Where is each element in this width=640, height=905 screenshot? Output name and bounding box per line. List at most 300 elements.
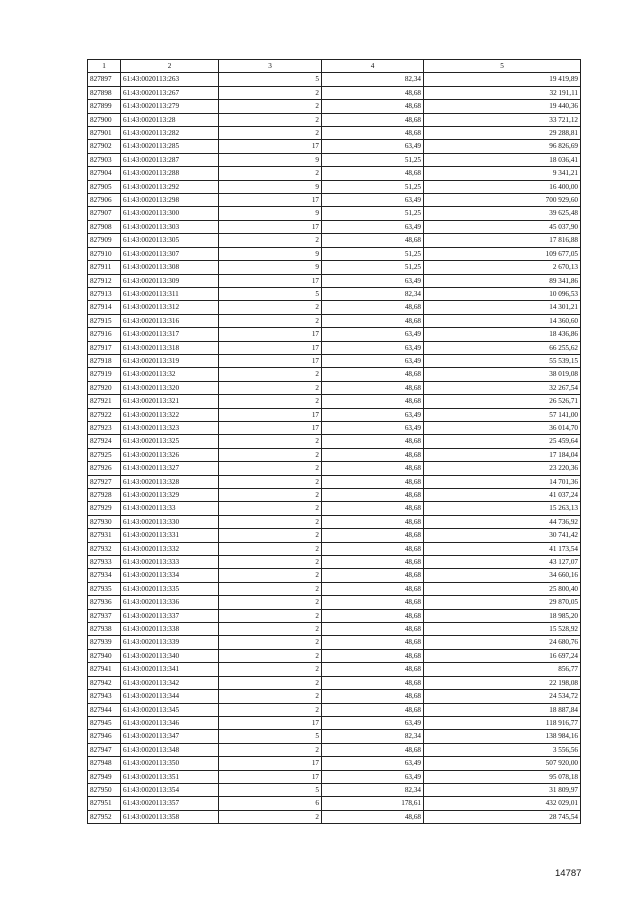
cadastral-number-cell: 61:43:0020113:345 — [121, 703, 219, 716]
table-row — [88, 328, 581, 341]
table-row — [88, 261, 581, 274]
row-number-cell: 827913 — [88, 287, 121, 300]
value-cell: 10 096,53 — [424, 287, 581, 300]
value-cell: 16 400,00 — [424, 180, 581, 193]
row-number-cell: 827935 — [88, 582, 121, 595]
area-cell: 51,25 — [322, 153, 424, 166]
value-cell: 9 341,21 — [424, 167, 581, 180]
area-cell: 48,68 — [322, 86, 424, 99]
row-number-cell: 827936 — [88, 596, 121, 609]
row-number-cell: 827940 — [88, 649, 121, 662]
cadastral-number-cell: 61:43:0020113:279 — [121, 100, 219, 113]
table-row — [88, 86, 581, 99]
table-row — [88, 716, 581, 729]
table-row — [88, 381, 581, 394]
quantity-cell: 2 — [219, 810, 322, 823]
table-row — [88, 663, 581, 676]
row-number-cell: 827945 — [88, 716, 121, 729]
table-row — [88, 489, 581, 502]
quantity-cell: 17 — [219, 220, 322, 233]
area-cell: 63,49 — [322, 341, 424, 354]
area-cell: 48,68 — [322, 569, 424, 582]
value-cell: 32 267,54 — [424, 381, 581, 394]
value-cell: 31 809,97 — [424, 783, 581, 796]
row-number-cell: 827934 — [88, 569, 121, 582]
table-row — [88, 421, 581, 434]
value-cell: 16 697,24 — [424, 649, 581, 662]
value-cell: 57 141,00 — [424, 408, 581, 421]
area-cell: 63,49 — [322, 354, 424, 367]
area-cell: 48,68 — [322, 448, 424, 461]
area-cell: 178,61 — [322, 797, 424, 810]
quantity-cell: 17 — [219, 421, 322, 434]
area-cell: 48,68 — [322, 676, 424, 689]
quantity-cell: 2 — [219, 623, 322, 636]
row-number-cell: 827907 — [88, 207, 121, 220]
value-cell: 18 985,20 — [424, 609, 581, 622]
cadastral-number-cell: 61:43:0020113:323 — [121, 421, 219, 434]
area-cell: 48,68 — [322, 663, 424, 676]
row-number-cell: 827927 — [88, 475, 121, 488]
value-cell: 26 526,71 — [424, 395, 581, 408]
value-cell: 15 263,13 — [424, 502, 581, 515]
cadastral-number-cell: 61:43:0020113:350 — [121, 757, 219, 770]
row-number-cell: 827918 — [88, 354, 121, 367]
area-cell: 48,68 — [322, 462, 424, 475]
table-row — [88, 810, 581, 823]
area-cell: 48,68 — [322, 743, 424, 756]
quantity-cell: 2 — [219, 663, 322, 676]
row-number-cell: 827920 — [88, 381, 121, 394]
value-cell: 18 436,86 — [424, 328, 581, 341]
quantity-cell: 17 — [219, 354, 322, 367]
cadastral-number-cell: 61:43:0020113:321 — [121, 395, 219, 408]
cadastral-number-cell: 61:43:0020113:317 — [121, 328, 219, 341]
table-row — [88, 757, 581, 770]
value-cell: 39 625,48 — [424, 207, 581, 220]
quantity-cell: 2 — [219, 529, 322, 542]
table-row — [88, 234, 581, 247]
cadastral-number-cell: 61:43:0020113:318 — [121, 341, 219, 354]
table-row — [88, 167, 581, 180]
cadastral-number-cell: 61:43:0020113:292 — [121, 180, 219, 193]
area-cell: 48,68 — [322, 542, 424, 555]
table-row — [88, 180, 581, 193]
row-number-cell: 827932 — [88, 542, 121, 555]
area-cell: 82,34 — [322, 73, 424, 86]
area-cell: 63,49 — [322, 220, 424, 233]
cadastral-number-cell: 61:43:0020113:342 — [121, 676, 219, 689]
cadastral-number-cell: 61:43:0020113:344 — [121, 690, 219, 703]
row-number-cell: 827943 — [88, 690, 121, 703]
area-cell: 48,68 — [322, 234, 424, 247]
table-row — [88, 100, 581, 113]
table-row — [88, 314, 581, 327]
row-number-cell: 827923 — [88, 421, 121, 434]
cadastral-number-cell: 61:43:0020113:287 — [121, 153, 219, 166]
column-header-4: 4 — [322, 60, 424, 73]
row-number-cell: 827910 — [88, 247, 121, 260]
table-row — [88, 770, 581, 783]
area-cell: 48,68 — [322, 368, 424, 381]
cadastral-number-cell: 61:43:0020113:341 — [121, 663, 219, 676]
cadastral-number-cell: 61:43:0020113:330 — [121, 515, 219, 528]
table-row — [88, 649, 581, 662]
cadastral-number-cell: 61:43:0020113:332 — [121, 542, 219, 555]
quantity-cell: 2 — [219, 113, 322, 126]
area-cell: 63,49 — [322, 770, 424, 783]
value-cell: 18 036,41 — [424, 153, 581, 166]
cadastral-number-cell: 61:43:0020113:28 — [121, 113, 219, 126]
value-cell: 41 037,24 — [424, 489, 581, 502]
cadastral-number-cell: 61:43:0020113:312 — [121, 301, 219, 314]
value-cell: 507 920,00 — [424, 757, 581, 770]
quantity-cell: 2 — [219, 649, 322, 662]
cadastral-number-cell: 61:43:0020113:336 — [121, 596, 219, 609]
quantity-cell: 6 — [219, 797, 322, 810]
column-header-2: 2 — [121, 60, 219, 73]
cadastral-number-cell: 61:43:0020113:322 — [121, 408, 219, 421]
area-cell: 48,68 — [322, 435, 424, 448]
quantity-cell: 17 — [219, 140, 322, 153]
area-cell: 63,49 — [322, 140, 424, 153]
value-cell: 432 029,01 — [424, 797, 581, 810]
value-cell: 66 255,62 — [424, 341, 581, 354]
value-cell: 24 534,72 — [424, 690, 581, 703]
quantity-cell: 9 — [219, 261, 322, 274]
row-number-cell: 827938 — [88, 623, 121, 636]
quantity-cell: 9 — [219, 153, 322, 166]
row-number-cell: 827912 — [88, 274, 121, 287]
cadastral-number-cell: 61:43:0020113:319 — [121, 354, 219, 367]
table-body — [88, 73, 581, 824]
row-number-cell: 827897 — [88, 73, 121, 86]
cadastral-number-cell: 61:43:0020113:347 — [121, 730, 219, 743]
cadastral-number-cell: 61:43:0020113:309 — [121, 274, 219, 287]
quantity-cell: 2 — [219, 381, 322, 394]
value-cell: 18 887,84 — [424, 703, 581, 716]
quantity-cell: 2 — [219, 301, 322, 314]
row-number-cell: 827939 — [88, 636, 121, 649]
row-number-cell: 827911 — [88, 261, 121, 274]
area-cell: 82,34 — [322, 287, 424, 300]
quantity-cell: 5 — [219, 287, 322, 300]
quantity-cell: 9 — [219, 207, 322, 220]
page-number: 14787 — [555, 868, 582, 879]
cadastral-number-cell: 61:43:0020113:334 — [121, 569, 219, 582]
value-cell: 34 660,16 — [424, 569, 581, 582]
table-row — [88, 368, 581, 381]
value-cell: 19 419,89 — [424, 73, 581, 86]
table-row — [88, 354, 581, 367]
area-cell: 48,68 — [322, 596, 424, 609]
cadastral-number-cell: 61:43:0020113:320 — [121, 381, 219, 394]
table-row — [88, 127, 581, 140]
table-row — [88, 690, 581, 703]
quantity-cell: 17 — [219, 770, 322, 783]
row-number-cell: 827898 — [88, 86, 121, 99]
row-number-cell: 827914 — [88, 301, 121, 314]
area-cell: 48,68 — [322, 489, 424, 502]
table-row — [88, 676, 581, 689]
quantity-cell: 2 — [219, 234, 322, 247]
value-cell: 95 078,18 — [424, 770, 581, 783]
area-cell: 48,68 — [322, 301, 424, 314]
table-row — [88, 582, 581, 595]
row-number-cell: 827931 — [88, 529, 121, 542]
table-row — [88, 448, 581, 461]
table-row — [88, 395, 581, 408]
value-cell: 22 198,08 — [424, 676, 581, 689]
quantity-cell: 17 — [219, 716, 322, 729]
quantity-cell: 2 — [219, 703, 322, 716]
row-number-cell: 827942 — [88, 676, 121, 689]
cadastral-number-cell: 61:43:0020113:32 — [121, 368, 219, 381]
row-number-cell: 827924 — [88, 435, 121, 448]
area-cell: 63,49 — [322, 757, 424, 770]
row-number-cell: 827928 — [88, 489, 121, 502]
table-row — [88, 783, 581, 796]
row-number-cell: 827903 — [88, 153, 121, 166]
row-number-cell: 827899 — [88, 100, 121, 113]
value-cell: 118 916,77 — [424, 716, 581, 729]
row-number-cell: 827949 — [88, 770, 121, 783]
area-cell: 48,68 — [322, 649, 424, 662]
quantity-cell: 2 — [219, 569, 322, 582]
cadastral-number-cell: 61:43:0020113:328 — [121, 475, 219, 488]
cadastral-number-cell: 61:43:0020113:337 — [121, 609, 219, 622]
value-cell: 23 220,36 — [424, 462, 581, 475]
table-row — [88, 301, 581, 314]
area-cell: 48,68 — [322, 113, 424, 126]
table-row — [88, 113, 581, 126]
value-cell: 38 019,08 — [424, 368, 581, 381]
quantity-cell: 2 — [219, 100, 322, 113]
quantity-cell: 17 — [219, 274, 322, 287]
value-cell: 14 360,60 — [424, 314, 581, 327]
value-cell: 17 816,88 — [424, 234, 581, 247]
value-cell: 41 173,54 — [424, 542, 581, 555]
cadastral-number-cell: 61:43:0020113:339 — [121, 636, 219, 649]
area-cell: 48,68 — [322, 502, 424, 515]
table-row — [88, 341, 581, 354]
cadastral-number-cell: 61:43:0020113:308 — [121, 261, 219, 274]
column-header-1: 1 — [88, 60, 121, 73]
row-number-cell: 827930 — [88, 515, 121, 528]
table-row — [88, 596, 581, 609]
quantity-cell: 2 — [219, 502, 322, 515]
area-cell: 48,68 — [322, 167, 424, 180]
quantity-cell: 2 — [219, 542, 322, 555]
cadastral-number-cell: 61:43:0020113:348 — [121, 743, 219, 756]
row-number-cell: 827904 — [88, 167, 121, 180]
cadastral-number-cell: 61:43:0020113:340 — [121, 649, 219, 662]
cadastral-number-cell: 61:43:0020113:303 — [121, 220, 219, 233]
value-cell: 856,77 — [424, 663, 581, 676]
row-number-cell: 827917 — [88, 341, 121, 354]
area-cell: 48,68 — [322, 623, 424, 636]
value-cell: 3 556,56 — [424, 743, 581, 756]
quantity-cell: 2 — [219, 127, 322, 140]
table-row — [88, 743, 581, 756]
cadastral-number-cell: 61:43:0020113:300 — [121, 207, 219, 220]
area-cell: 63,49 — [322, 194, 424, 207]
row-number-cell: 827919 — [88, 368, 121, 381]
area-cell: 82,34 — [322, 730, 424, 743]
cadastral-number-cell: 61:43:0020113:298 — [121, 194, 219, 207]
area-cell: 63,49 — [322, 716, 424, 729]
row-number-cell: 827947 — [88, 743, 121, 756]
value-cell: 30 741,42 — [424, 529, 581, 542]
row-number-cell: 827950 — [88, 783, 121, 796]
cadastral-number-cell: 61:43:0020113:335 — [121, 582, 219, 595]
value-cell: 36 014,70 — [424, 421, 581, 434]
table-row — [88, 569, 581, 582]
cadastral-number-cell: 61:43:0020113:329 — [121, 489, 219, 502]
cadastral-number-cell: 61:43:0020113:346 — [121, 716, 219, 729]
area-cell: 48,68 — [322, 529, 424, 542]
quantity-cell: 2 — [219, 596, 322, 609]
row-number-cell: 827933 — [88, 556, 121, 569]
quantity-cell: 2 — [219, 462, 322, 475]
cadastral-number-cell: 61:43:0020113:354 — [121, 783, 219, 796]
value-cell: 33 721,12 — [424, 113, 581, 126]
area-cell: 48,68 — [322, 395, 424, 408]
column-header-3: 3 — [219, 60, 322, 73]
area-cell: 51,25 — [322, 207, 424, 220]
area-cell: 63,49 — [322, 328, 424, 341]
value-cell: 44 736,92 — [424, 515, 581, 528]
value-cell: 25 459,64 — [424, 435, 581, 448]
area-cell: 51,25 — [322, 247, 424, 260]
value-cell: 29 870,05 — [424, 596, 581, 609]
table-row — [88, 247, 581, 260]
row-number-cell: 827948 — [88, 757, 121, 770]
value-cell: 55 539,15 — [424, 354, 581, 367]
row-number-cell: 827902 — [88, 140, 121, 153]
table-row — [88, 220, 581, 233]
data-table — [87, 59, 581, 824]
quantity-cell: 2 — [219, 636, 322, 649]
quantity-cell: 2 — [219, 676, 322, 689]
row-number-cell: 827946 — [88, 730, 121, 743]
row-number-cell: 827952 — [88, 810, 121, 823]
value-cell: 89 341,86 — [424, 274, 581, 287]
table-row — [88, 287, 581, 300]
quantity-cell: 9 — [219, 180, 322, 193]
table-row — [88, 609, 581, 622]
quantity-cell: 2 — [219, 489, 322, 502]
cadastral-number-cell: 61:43:0020113:327 — [121, 462, 219, 475]
quantity-cell: 2 — [219, 86, 322, 99]
cadastral-number-cell: 61:43:0020113:326 — [121, 448, 219, 461]
value-cell: 15 528,92 — [424, 623, 581, 636]
cadastral-number-cell: 61:43:0020113:351 — [121, 770, 219, 783]
row-number-cell: 827925 — [88, 448, 121, 461]
value-cell: 25 800,40 — [424, 582, 581, 595]
row-number-cell: 827937 — [88, 609, 121, 622]
quantity-cell: 2 — [219, 435, 322, 448]
cadastral-number-cell: 61:43:0020113:267 — [121, 86, 219, 99]
quantity-cell: 5 — [219, 730, 322, 743]
table-row — [88, 542, 581, 555]
area-cell: 51,25 — [322, 261, 424, 274]
table-row — [88, 515, 581, 528]
cadastral-number-cell: 61:43:0020113:311 — [121, 287, 219, 300]
cadastral-number-cell: 61:43:0020113:333 — [121, 556, 219, 569]
table-row — [88, 153, 581, 166]
quantity-cell: 17 — [219, 328, 322, 341]
value-cell: 19 440,36 — [424, 100, 581, 113]
quantity-cell: 9 — [219, 247, 322, 260]
cadastral-number-cell: 61:43:0020113:331 — [121, 529, 219, 542]
cadastral-number-cell: 61:43:0020113:263 — [121, 73, 219, 86]
table-row — [88, 194, 581, 207]
value-cell: 29 288,81 — [424, 127, 581, 140]
value-cell: 28 745,54 — [424, 810, 581, 823]
value-cell: 2 670,13 — [424, 261, 581, 274]
row-number-cell: 827929 — [88, 502, 121, 515]
area-cell: 63,49 — [322, 408, 424, 421]
quantity-cell: 17 — [219, 194, 322, 207]
row-number-cell: 827941 — [88, 663, 121, 676]
row-number-cell: 827909 — [88, 234, 121, 247]
value-cell: 32 191,11 — [424, 86, 581, 99]
value-cell: 43 127,07 — [424, 556, 581, 569]
area-cell: 48,68 — [322, 381, 424, 394]
quantity-cell: 17 — [219, 341, 322, 354]
row-number-cell: 827901 — [88, 127, 121, 140]
value-cell: 17 184,04 — [424, 448, 581, 461]
quantity-cell: 2 — [219, 395, 322, 408]
area-cell: 48,68 — [322, 556, 424, 569]
cadastral-number-cell: 61:43:0020113:288 — [121, 167, 219, 180]
quantity-cell: 5 — [219, 73, 322, 86]
table-row — [88, 435, 581, 448]
area-cell: 48,68 — [322, 314, 424, 327]
row-number-cell: 827900 — [88, 113, 121, 126]
area-cell: 82,34 — [322, 783, 424, 796]
table-row — [88, 636, 581, 649]
row-number-cell: 827916 — [88, 328, 121, 341]
cadastral-number-cell: 61:43:0020113:307 — [121, 247, 219, 260]
row-number-cell: 827908 — [88, 220, 121, 233]
table-row — [88, 207, 581, 220]
value-cell: 96 826,69 — [424, 140, 581, 153]
row-number-cell: 827951 — [88, 797, 121, 810]
area-cell: 63,49 — [322, 274, 424, 287]
table-row — [88, 140, 581, 153]
area-cell: 48,68 — [322, 703, 424, 716]
cadastral-number-cell: 61:43:0020113:338 — [121, 623, 219, 636]
quantity-cell: 2 — [219, 314, 322, 327]
area-cell: 48,68 — [322, 810, 424, 823]
table-row — [88, 730, 581, 743]
value-cell: 14 301,21 — [424, 301, 581, 314]
area-cell: 63,49 — [322, 421, 424, 434]
quantity-cell: 17 — [219, 757, 322, 770]
cadastral-number-cell: 61:43:0020113:316 — [121, 314, 219, 327]
table-row — [88, 462, 581, 475]
table-row — [88, 529, 581, 542]
value-cell: 14 701,36 — [424, 475, 581, 488]
quantity-cell: 2 — [219, 167, 322, 180]
quantity-cell: 2 — [219, 448, 322, 461]
row-number-cell: 827915 — [88, 314, 121, 327]
cadastral-number-cell: 61:43:0020113:325 — [121, 435, 219, 448]
table-row — [88, 623, 581, 636]
table-row — [88, 408, 581, 421]
